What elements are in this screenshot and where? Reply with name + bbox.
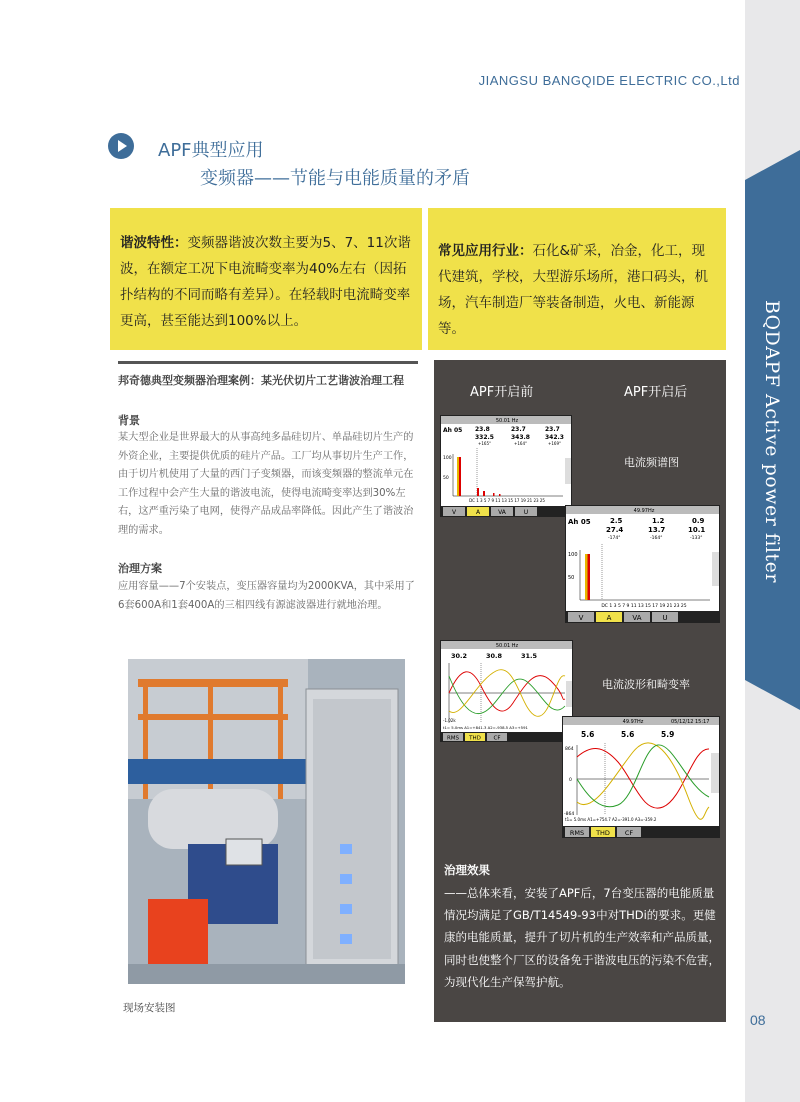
- tab-u[interactable]: U: [662, 614, 668, 622]
- footer: t1= 5.0ms A1=+754.7 A2=-391.0 A3=-359.2: [565, 817, 657, 822]
- a3: 10.1: [688, 526, 706, 534]
- tab-a[interactable]: A: [475, 509, 481, 516]
- page-title: APF典型应用: [158, 140, 264, 161]
- plan-text: 应用容量——7个安装点，变压器容量均为2000KVA，其中采用了6套600A和1套400A的三相四线有源滤波器进行就地治理。: [118, 581, 415, 611]
- x-labels: DC 1 3 5 7 9 11 13 15 17 19 21 23 25: [469, 498, 545, 503]
- harmonic-text: 变频器谐波次数主要为5、7、11次谐波，在额定工况下电流畸变率为40%左右（因拓扑结构的不同而略有差异）。在轻载时电流畸变率更高，甚至能达到100%以上。: [120, 235, 411, 329]
- ph1: +165°: [478, 441, 491, 446]
- tab-va[interactable]: VA: [498, 509, 506, 516]
- y-zero: 0: [569, 778, 572, 783]
- company-name: JIANGSU BANGQIDE ELECTRIC CO.,Ltd: [478, 73, 740, 88]
- photo-caption: 现场安装图: [123, 1002, 176, 1014]
- waveform-before-screen: [440, 640, 573, 742]
- background-heading: 背景: [118, 414, 140, 427]
- freq: 50.01 Hz: [495, 418, 519, 424]
- v3: 0.9: [692, 517, 705, 525]
- y-neg: -1.02k: [443, 718, 456, 723]
- waveform-label: 电流波形和畸变率: [602, 678, 690, 691]
- tab-rms[interactable]: RMS: [446, 735, 460, 742]
- tab-u[interactable]: U: [523, 509, 529, 516]
- y-neg: -864: [564, 812, 575, 817]
- ph2: +164°: [514, 441, 527, 446]
- spectrum-label: 电流频谱图: [624, 456, 679, 469]
- waveform-after-screen: [562, 716, 720, 838]
- y-top: 864: [565, 747, 574, 752]
- after-label: APF开启后: [624, 385, 688, 400]
- freq: 49.97Hz: [622, 719, 644, 725]
- site-photo: [128, 659, 405, 984]
- time: 15:17: [695, 719, 710, 725]
- mode: Ah 05: [443, 427, 463, 434]
- harmonic-box: [110, 208, 422, 350]
- side-title: BQDAPF Active power filter: [761, 300, 783, 583]
- a2: 13.7: [648, 526, 666, 534]
- ph1: -174°: [608, 536, 621, 541]
- tab-thd[interactable]: THD: [469, 735, 481, 742]
- tab-cf[interactable]: CF: [493, 735, 501, 742]
- y-top: 100: [568, 552, 578, 558]
- industry-box: [428, 208, 726, 350]
- a1: 27.4: [606, 526, 624, 534]
- t3: 5.9: [661, 730, 675, 739]
- ph3: +169°: [548, 441, 561, 446]
- a2: 343.8: [511, 434, 530, 441]
- v1: 2.5: [610, 517, 623, 525]
- spectrum-after-screen: [565, 505, 720, 623]
- ph2: -164°: [650, 536, 663, 541]
- plan-heading: 治理方案: [118, 562, 162, 575]
- tab-rms[interactable]: RMS: [569, 829, 585, 837]
- y-mid: 50: [568, 575, 575, 581]
- v2: 23.7: [511, 426, 526, 433]
- industry-label: 常见应用行业：: [438, 243, 533, 259]
- footer: t1= 5.0ms A1=+841.3 A2=-938.5 A3=+591: [443, 725, 528, 730]
- x-labels: DC 1 3 5 7 9 11 13 15 17 19 21 23 25: [601, 604, 687, 609]
- t2: 5.6: [621, 730, 635, 739]
- effect-text: ——总体来看，安装了APF后，7台变压器的电能质量情况均满足了GB/T14549-93中对THDi的要求。更健康的电能质量，提升了切片机的生产效率和产品质量，同时也使整个厂区的设备免于谐波电压的污染不危害，为现代化生产保驾护航。: [444, 886, 720, 989]
- tab-v[interactable]: V: [451, 509, 457, 516]
- freq: 49.97Hz: [633, 508, 655, 514]
- tab-a[interactable]: A: [606, 614, 612, 622]
- v2: 1.2: [652, 517, 665, 525]
- before-label: APF开启前: [470, 385, 534, 400]
- tab-va[interactable]: VA: [632, 614, 642, 622]
- freq: 50.01 Hz: [495, 643, 519, 649]
- play-icon: [108, 133, 134, 159]
- page-subtitle: 变频器——节能与电能质量的矛盾: [200, 168, 470, 189]
- t2: 30.8: [486, 652, 503, 660]
- date: 05/12/12: [671, 719, 694, 725]
- y-mid: 50: [443, 476, 449, 481]
- t1: 5.6: [581, 730, 595, 739]
- mode: Ah 05: [568, 518, 591, 526]
- effect-heading: 治理效果: [444, 863, 490, 877]
- divider: [118, 361, 418, 364]
- spectrum-before-screen: [440, 415, 572, 517]
- a3: 342.3: [545, 434, 564, 441]
- t3: 31.5: [521, 652, 538, 660]
- harmonic-label: 谐波特性：: [120, 235, 188, 251]
- a1: 332.5: [475, 434, 494, 441]
- case-title: 邦奇德典型变频器治理案例：某光伏切片工艺谐波治理工程: [118, 374, 404, 387]
- ph3: -133°: [690, 536, 703, 541]
- background-text: 某大型企业是世界最大的从事高纯多晶硅切片、单晶硅切片生产的外资企业，主要提供优质的硅片产品。工厂均从事切片生产工作，由于切片机使用了大量的西门子变频器，而该变频器的整流单元在工作过程中会产生大量的谐波电流，使得电流畸变率达到30%左右，这严重污染了电网，使得产品成品率降低。因此产生了谐波治理的需求。: [118, 432, 414, 536]
- tab-v[interactable]: V: [578, 614, 584, 622]
- y-top: 100: [443, 456, 452, 461]
- tab-thd[interactable]: THD: [596, 829, 610, 837]
- industry-text: 石化&矿采，冶金，化工，现代建筑，学校，大型游乐场所，港口码头，机场，汽车制造厂等装备制造，火电、新能源等。: [438, 243, 708, 337]
- t1: 30.2: [451, 652, 468, 660]
- tab-cf[interactable]: CF: [624, 829, 634, 837]
- v1: 23.8: [475, 426, 490, 433]
- page-number: 08: [750, 1012, 766, 1028]
- v3: 23.7: [545, 426, 560, 433]
